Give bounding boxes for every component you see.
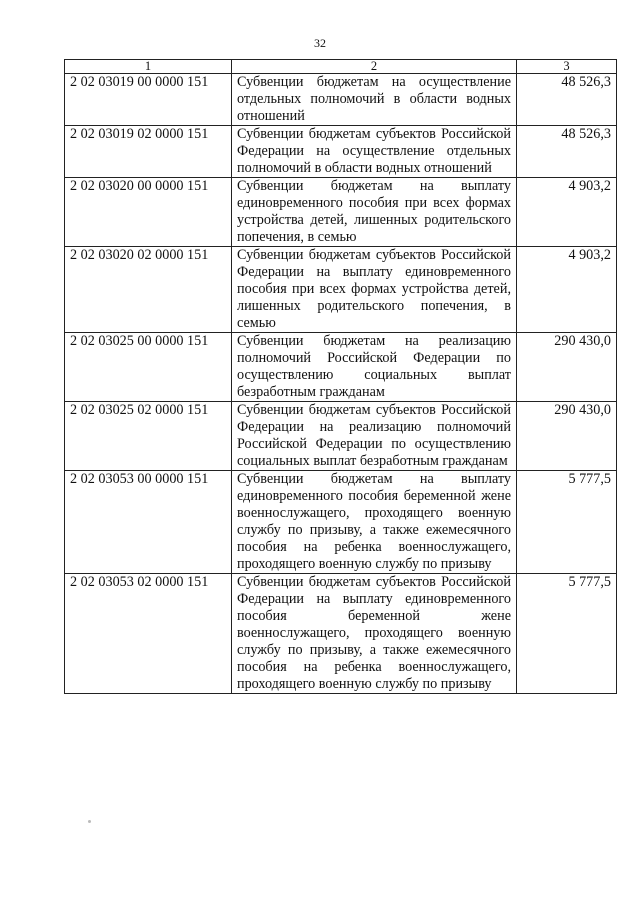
row-description: Субвенции бюджетам субъектов Российской Федерации на осуществление отдельных полномочий в области водных отношений [232,126,517,178]
table-row [65,574,617,694]
row-description: Субвенции бюджетам на выплату единовременного пособия беременной жене военнослужащего, проходящего военную службу по призыву, а также ежемесячного пособия на ребенка военнослужащего, проходящего военную службу по призыву [232,471,517,574]
row-description: Субвенции бюджетам субъектов Российской Федерации на выплату единовременного пособия при всех формах устройства детей, лишенных родительского попечения, в семью [232,247,517,333]
column-header-3: 3 [517,60,617,74]
table-header [65,60,617,74]
row-amount: 5 777,5 [517,471,617,574]
row-code: 2 02 03025 00 0000 151 [65,333,232,402]
row-code: 2 02 03053 02 0000 151 [65,574,232,694]
table-row [65,333,617,402]
header-row [65,60,617,74]
row-description: Субвенции бюджетам субъектов Российской Федерации на реализацию полномочий Российской Федерации по осуществлению социальных выплат безработным гражданам [232,402,517,471]
row-code: 2 02 03019 00 0000 151 [65,74,232,126]
row-amount: 290 430,0 [517,333,617,402]
row-description: Субвенции бюджетам на реализацию полномочий Российской Федерации по осуществлению социальных выплат безработным гражданам [232,333,517,402]
row-amount: 5 777,5 [517,574,617,694]
row-amount: 290 430,0 [517,402,617,471]
row-code: 2 02 03020 02 0000 151 [65,247,232,333]
column-header-2: 2 [232,60,517,74]
row-code: 2 02 03020 00 0000 151 [65,178,232,247]
row-amount: 4 903,2 [517,247,617,333]
row-description: Субвенции бюджетам на выплату единовременного пособия при всех формах устройства детей, лишенных родительского попечения, в семью [232,178,517,247]
row-code: 2 02 03019 02 0000 151 [65,126,232,178]
row-amount: 48 526,3 [517,74,617,126]
page-number: 32 [314,36,326,50]
row-code: 2 02 03025 02 0000 151 [65,402,232,471]
table-row [65,74,617,126]
table-body [65,74,617,694]
table-row [65,471,617,574]
table-row [65,247,617,333]
column-header-1: 1 [65,60,232,74]
budget-table [64,59,617,694]
row-code: 2 02 03053 00 0000 151 [65,471,232,574]
row-description: Субвенции бюджетам субъектов Российской Федерации на выплату единовременного пособия беременной жене военнослужащего, проходящего военную службу по призыву, а также ежемесячного пособия на ребенка военнослужащего, проходящего военную службу по призыву [232,574,517,694]
row-amount: 4 903,2 [517,178,617,247]
row-amount: 48 526,3 [517,126,617,178]
row-description: Субвенции бюджетам на осуществление отдельных полномочий в области водных отношений [232,74,517,126]
table-row [65,178,617,247]
table-row [65,126,617,178]
scan-speck [88,820,91,823]
table-row [65,402,617,471]
